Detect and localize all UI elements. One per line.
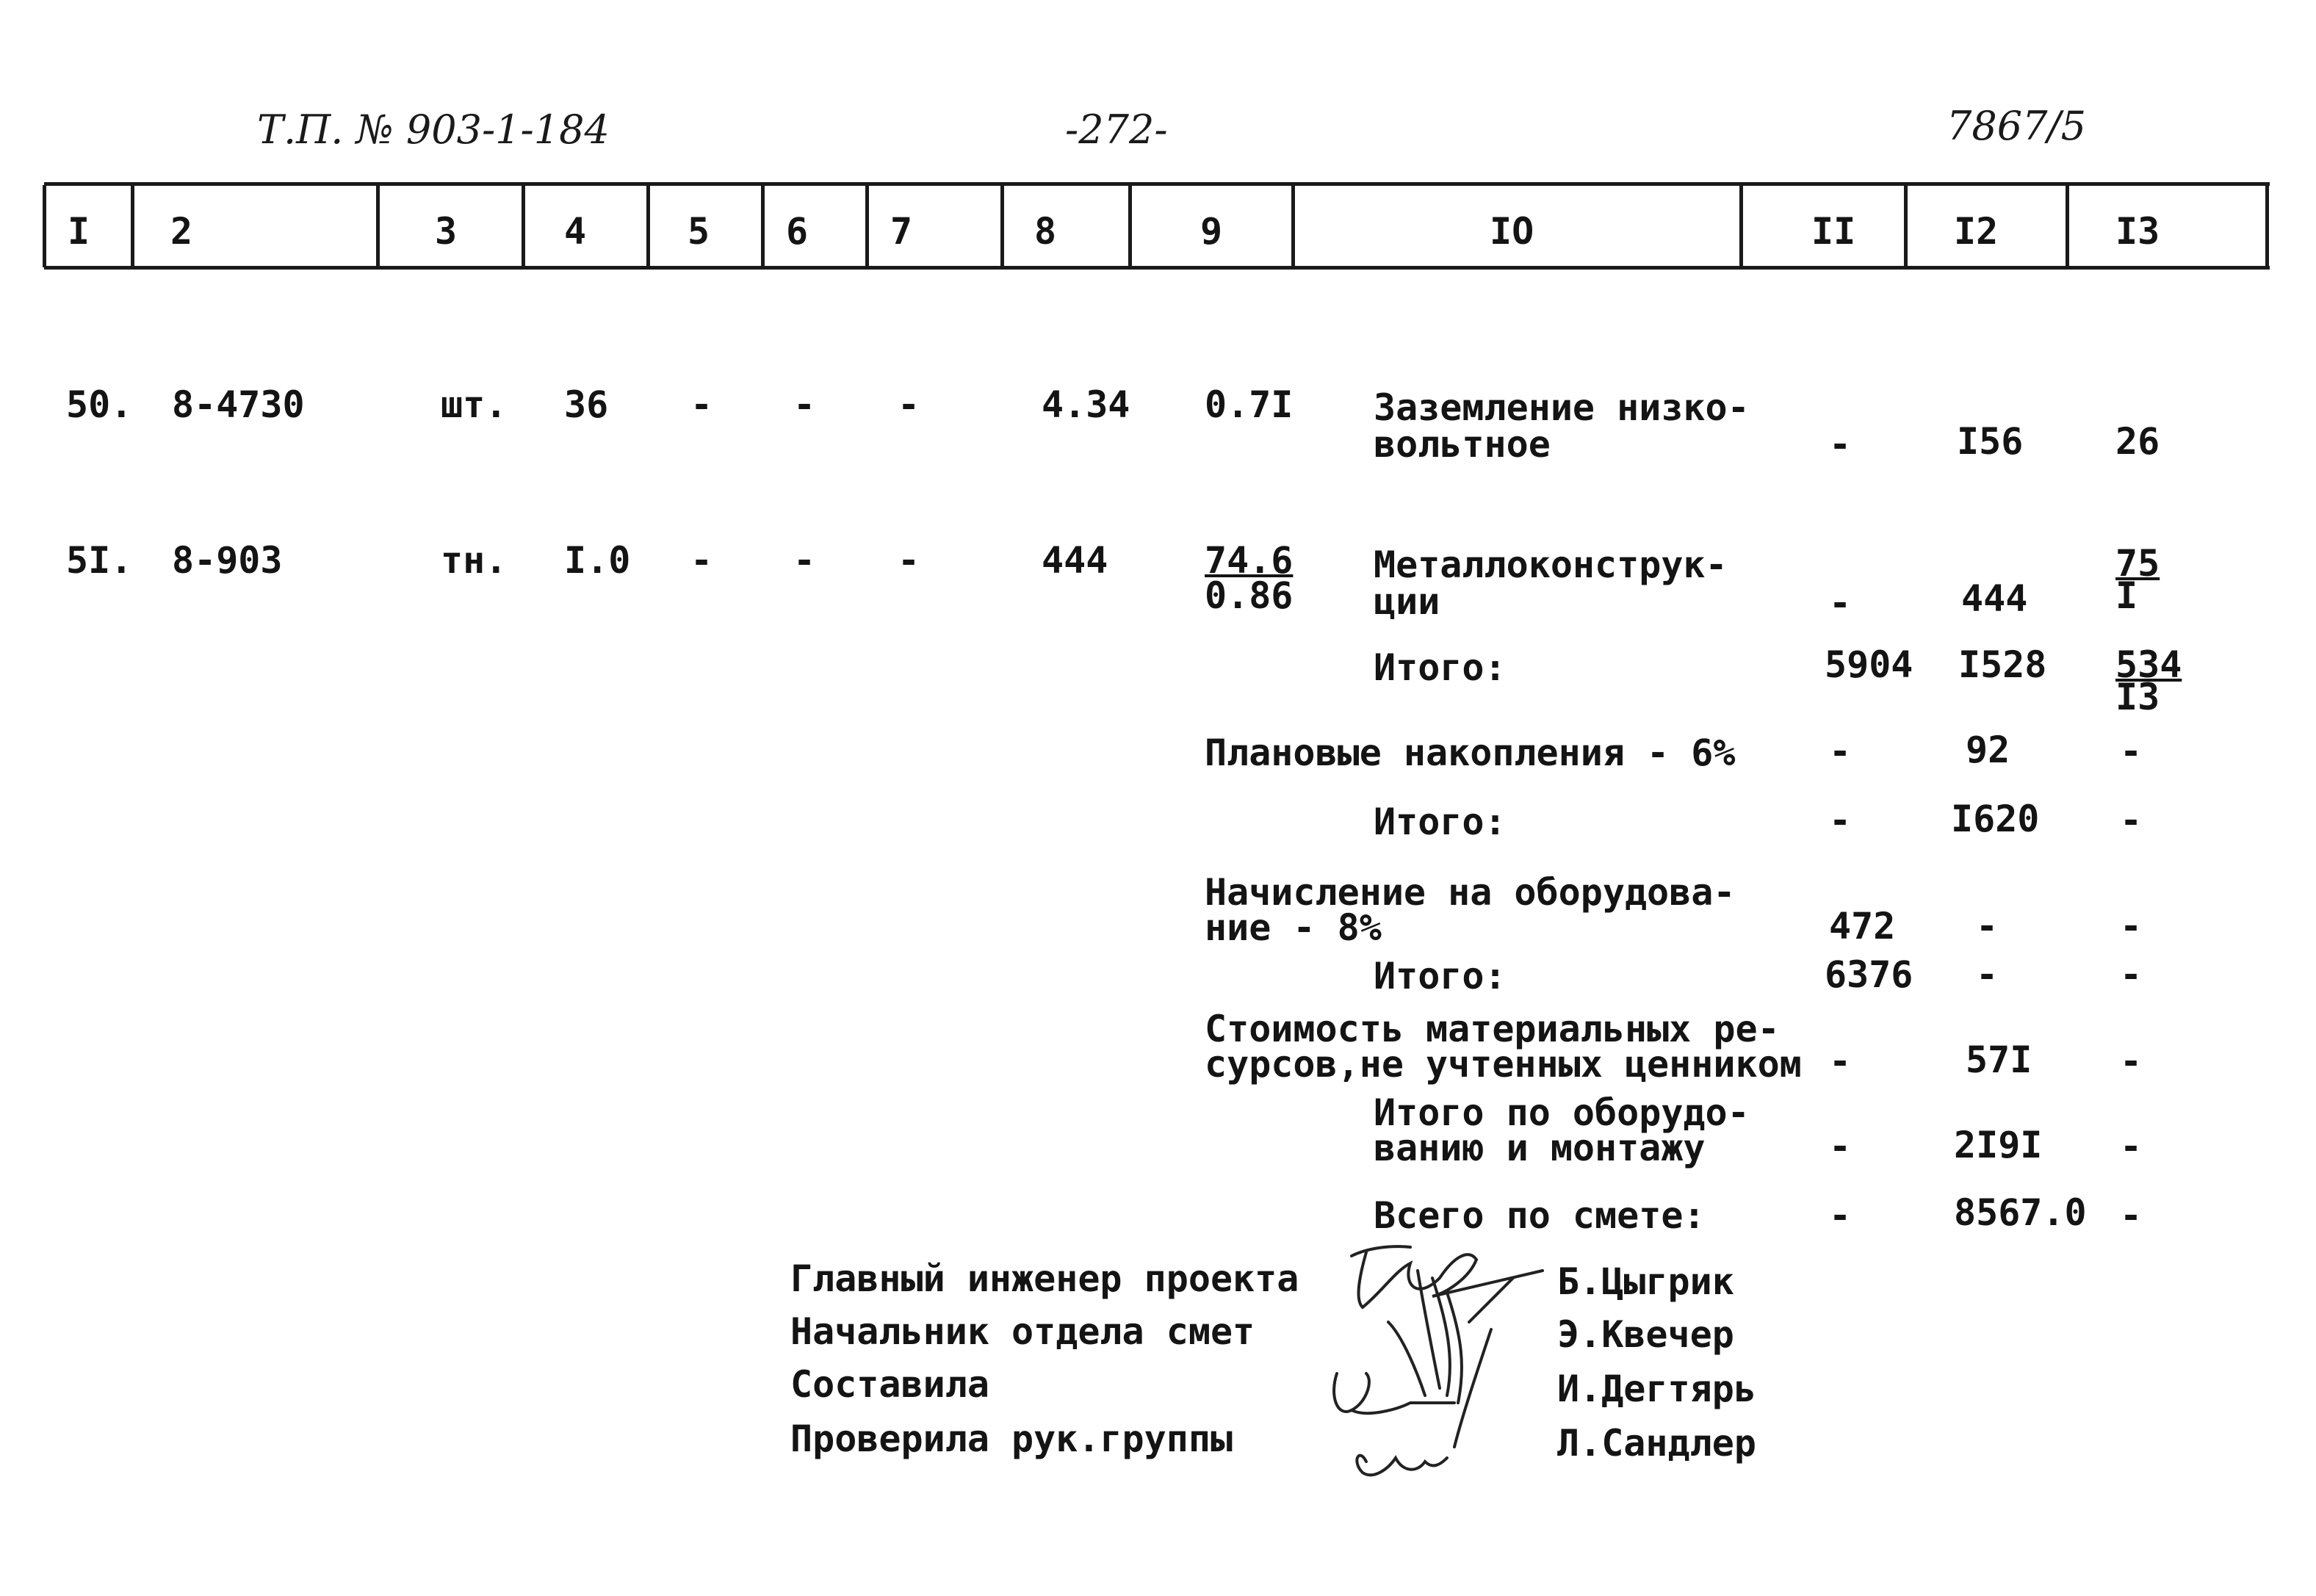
cell-8: 4.34 <box>1042 383 1130 426</box>
page-number: -272- <box>1065 106 1168 153</box>
unit: шт. <box>441 383 508 426</box>
cell-11: - <box>1829 423 1852 466</box>
cell-11: 472 <box>1829 905 1896 947</box>
handwritten-signatures <box>1322 1227 1572 1491</box>
cell-13: - <box>2120 905 2143 947</box>
signatory-name: И.Дегтярь <box>1557 1368 1756 1410</box>
cell-12: 92 <box>1966 729 2010 771</box>
cell-11: 6376 <box>1825 953 1913 996</box>
signature-role: Начальник отдела смет <box>790 1310 1255 1353</box>
signature-role: Составила <box>790 1363 989 1406</box>
signature-role: Главный инженер проекта <box>790 1257 1299 1300</box>
cell-13: - <box>2120 953 2143 996</box>
equipment-charge-line2: ние - 8% <box>1205 906 1382 949</box>
cell-12: I56 <box>1957 420 2024 463</box>
cell-12: - <box>1976 953 1999 996</box>
cell-12: I620 <box>1951 798 2040 840</box>
planned-savings-label: Плановые накопления - 6% <box>1205 732 1736 774</box>
col-header-9: 9 <box>1200 210 1223 253</box>
cell-13: - <box>2120 730 2143 773</box>
work-name-line2: ции <box>1374 580 1440 623</box>
cell-11: - <box>1829 1040 1852 1083</box>
cell-5: - <box>690 383 713 426</box>
cell-13: - <box>2120 799 2143 842</box>
row-number: 50. <box>66 383 133 426</box>
quantity: I.0 <box>564 539 631 582</box>
equipment-install-total-line2: ванию и монтажу <box>1374 1127 1706 1169</box>
cell-8: 444 <box>1042 539 1108 582</box>
cell-12: 2I9I <box>1954 1124 2043 1166</box>
grand-total-value: 8567.0 <box>1954 1191 2087 1234</box>
col-header-10: IO <box>1490 210 1534 253</box>
col-header-13: I3 <box>2115 210 2160 253</box>
cell-7: - <box>898 383 920 426</box>
cell-5: - <box>690 539 713 582</box>
quantity: 36 <box>564 383 609 426</box>
cell-7: - <box>898 539 920 582</box>
cell-11: 5904 <box>1825 643 1913 686</box>
cell-12: I528 <box>1958 643 2047 686</box>
document-code: 7867/5 <box>1947 103 2086 149</box>
cell-13-denominator: I <box>2115 574 2138 617</box>
signatory-name: Э.Квечер <box>1557 1313 1734 1356</box>
equipment-install-total-line1: Итого по оборудо- <box>1374 1091 1750 1134</box>
cell-11: - <box>1829 1125 1852 1168</box>
cell-12: 444 <box>1961 577 2028 620</box>
col-header-6: 6 <box>786 210 809 253</box>
col-header-7: 7 <box>890 210 913 253</box>
equipment-charge-line1: Начисление на оборудова- <box>1205 871 1736 914</box>
work-name-line2: вольтное <box>1374 423 1551 466</box>
cell-13: 26 <box>2115 420 2160 463</box>
col-header-8: 8 <box>1034 210 1057 253</box>
materials-cost-line1: Стоимость материальных ре- <box>1205 1008 1780 1050</box>
cell-13: - <box>2120 1125 2143 1168</box>
total-label: Итого: <box>1374 955 1507 997</box>
cell-13-denominator: I3 <box>2115 676 2160 718</box>
cell-13: - <box>2120 1194 2143 1237</box>
cell-13-numerator: 75 <box>2115 542 2160 585</box>
col-header-11: II <box>1811 210 1856 253</box>
work-name-line1: Заземление низко- <box>1374 386 1750 429</box>
col-header-4: 4 <box>564 210 587 253</box>
project-number: Т.П. № 903-1-184 <box>257 106 610 153</box>
total-label: Итого: <box>1374 801 1507 843</box>
work-name-line1: Металлоконструк- <box>1374 544 1728 586</box>
col-header-1: I <box>68 210 90 253</box>
grand-total-label: Всего по смете: <box>1374 1194 1706 1237</box>
row-number: 5I. <box>66 539 133 582</box>
col-header-12: I2 <box>1954 210 1999 253</box>
cell-11: - <box>1829 1194 1852 1237</box>
cell-11: - <box>1829 799 1852 842</box>
cell-12: 57I <box>1966 1039 2032 1081</box>
col-header-5: 5 <box>688 210 710 253</box>
cell-6: - <box>793 539 816 582</box>
signatory-name: Л.Сандлер <box>1557 1422 1756 1465</box>
cell-6: - <box>793 383 816 426</box>
cell-9-numerator: 74.6 <box>1205 539 1294 582</box>
rate-code: 8-4730 <box>172 383 305 426</box>
cell-13: - <box>2120 1040 2143 1083</box>
cell-9-denominator: 0.86 <box>1205 574 1294 617</box>
cell-11: - <box>1829 730 1852 773</box>
col-header-3: 3 <box>435 210 458 253</box>
signature-role: Проверила рук.группы <box>790 1418 1233 1460</box>
rate-code: 8-903 <box>172 539 283 582</box>
cell-9: 0.7I <box>1205 383 1294 426</box>
cell-11: - <box>1829 582 1852 624</box>
cell-12: - <box>1976 905 1999 947</box>
cell-13-numerator: 534 <box>2115 643 2182 686</box>
unit: тн. <box>441 539 508 582</box>
total-label: Итого: <box>1374 646 1507 689</box>
materials-cost-line2: сурсов,не учтенных ценником <box>1205 1043 1802 1086</box>
signatory-name: Б.Цыгрик <box>1557 1260 1734 1303</box>
col-header-2: 2 <box>170 210 193 253</box>
